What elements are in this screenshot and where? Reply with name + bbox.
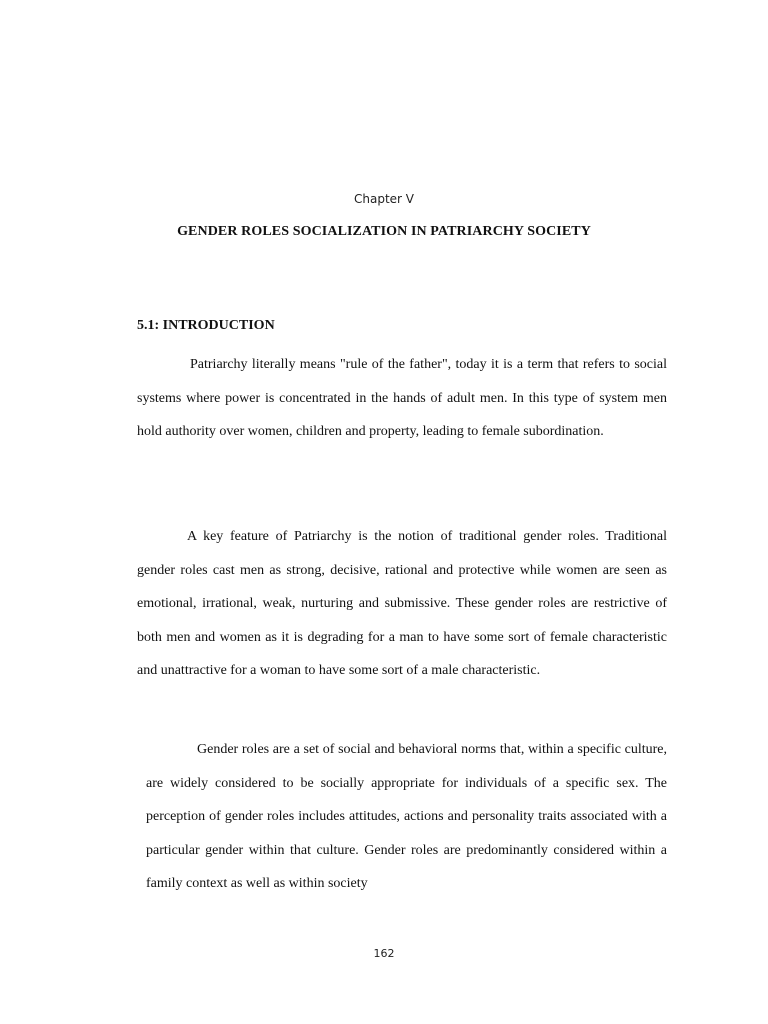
section-heading: 5.1: INTRODUCTION — [137, 318, 275, 333]
paragraph-traditional-gender-roles: A key feature of Patriarchy is the notion of traditional gender roles. Traditional gender roles cast men as strong, decisive, rational and protective while women are seen as emotional, irrational, weak, nurturing and submissive. These gender roles are restrictive of both men and women as it is degrading for a man to have some sort of female characteristic and unattractive for a woman to have some sort of a male characteristic. — [137, 529, 667, 679]
chapter-label: Chapter V — [354, 192, 414, 206]
paragraph-gender-roles-definition: Gender roles are a set of social and behavioral norms that, within a specific culture, are widely considered to be socially appropriate for individuals of a specific sex. The perception of gender roles includes attitudes, actions and personality traits associated with a particular gender within that culture. Gender roles are predominantly considered within a family context as well as within society — [146, 742, 667, 892]
paragraph-patriarchy-definition: Patriarchy literally means "rule of the father", today it is a term that refers to social systems where power is concentrated in the hands of adult men. In this type of system men hold authority over women, children and property, leading to female subordination. — [137, 357, 667, 440]
chapter-title: GENDER ROLES SOCIALIZATION IN PATRIARCHY SOCIETY — [177, 224, 591, 239]
page-number: 162 — [373, 947, 395, 960]
